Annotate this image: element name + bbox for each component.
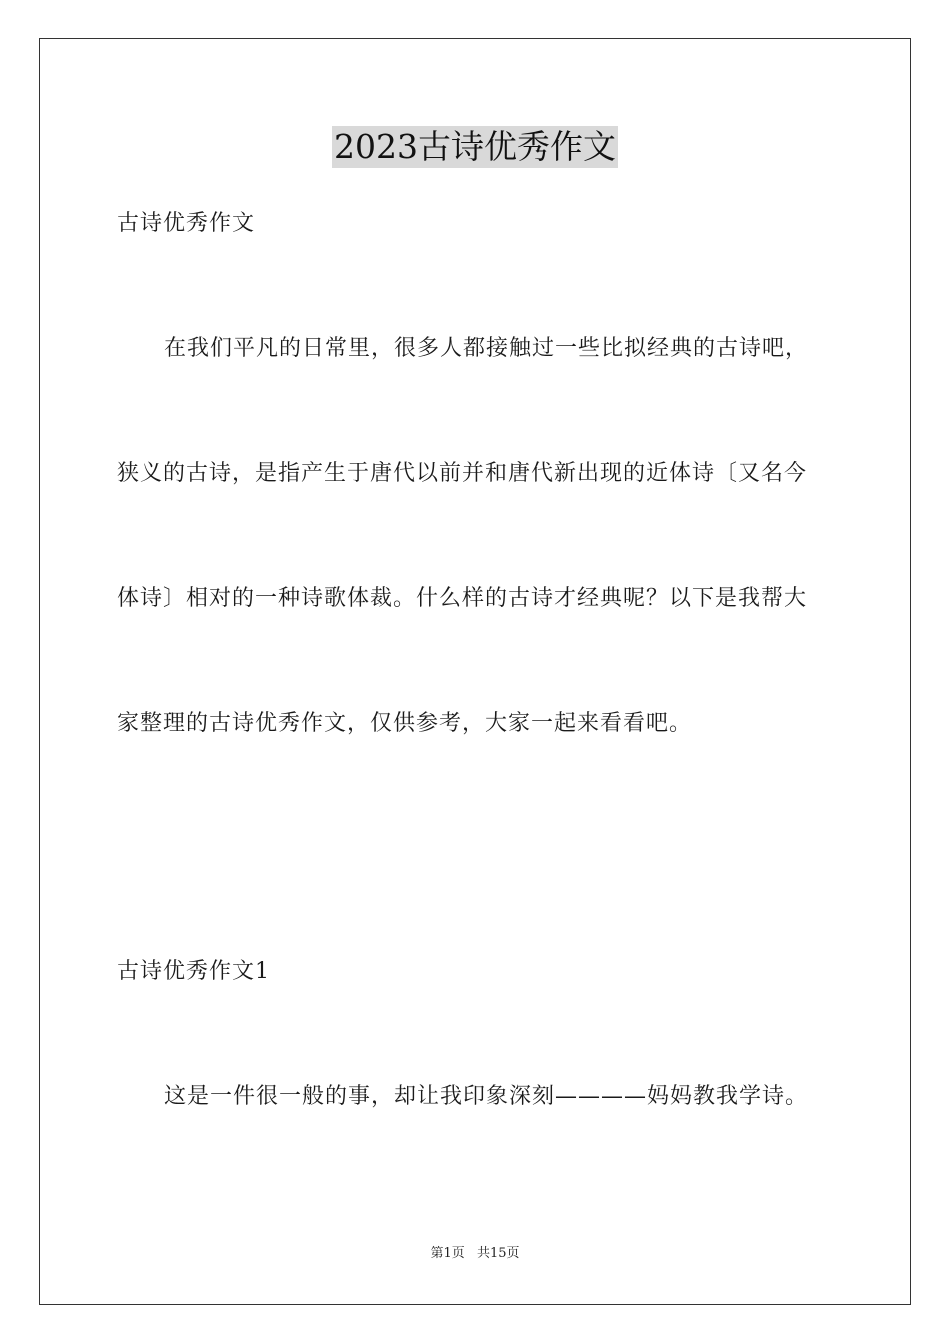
title-container xyxy=(0,126,950,168)
intro-line-1: 在我们平凡的日常里，很多人都接触过一些比拟经典的古诗吧， xyxy=(164,336,809,361)
document-subtitle: 古诗优秀作文 xyxy=(117,211,256,236)
section-line-1: 这是一件很一般的事，却让我印象深刻————妈妈教我学诗。 xyxy=(164,1084,809,1109)
page-number-current: 第1页 xyxy=(430,1246,465,1261)
intro-line-4: 家整理的古诗优秀作文，仅供参考，大家一起来看看吧。 xyxy=(117,711,693,736)
document-title: 2023古诗优秀作文 xyxy=(334,127,616,166)
intro-line-3: 体诗〕相对的一种诗歌体裁。什么样的古诗才经典呢？以下是我帮大 xyxy=(117,586,808,611)
page-number-total: 共15页 xyxy=(476,1246,520,1261)
intro-line-2: 狭义的古诗，是指产生于唐代以前并和唐代新出现的近体诗〔又名今 xyxy=(117,461,808,486)
section-heading: 古诗优秀作文1 xyxy=(117,959,270,984)
page-footer xyxy=(0,1245,950,1263)
